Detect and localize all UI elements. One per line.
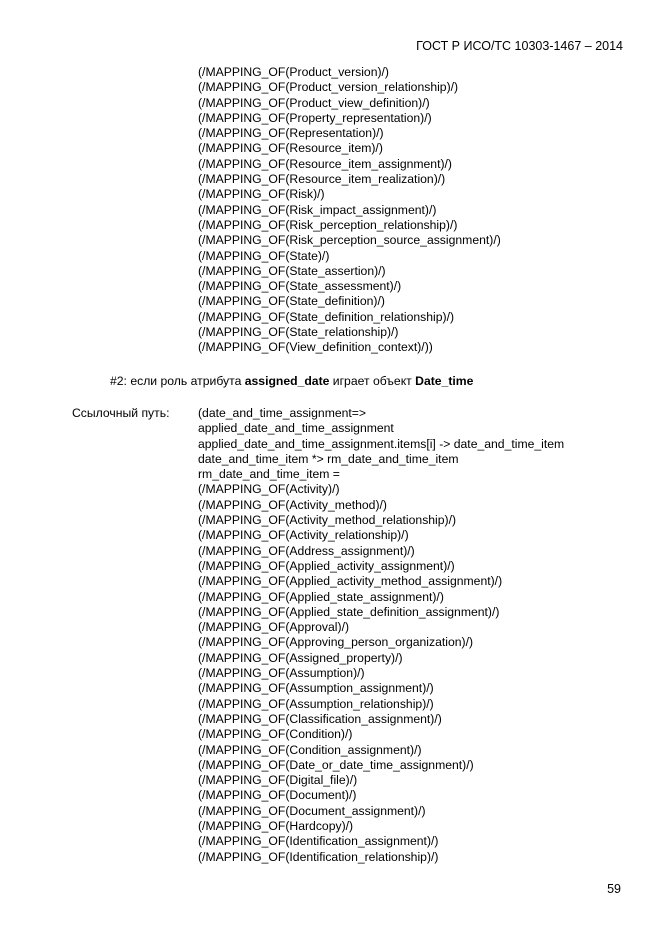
mapping-line: (/MAPPING_OF(Product_view_definition)/): [198, 95, 430, 110]
reference-line: (/MAPPING_OF(Applied_activity_assignment)/): [198, 558, 455, 573]
mapping-line: (/MAPPING_OF(Property_representation)/): [198, 110, 432, 125]
case-2-middle: играет объект: [329, 374, 416, 388]
reference-line: date_and_time_item *> rm_date_and_time_item: [198, 451, 459, 466]
reference-line: (/MAPPING_OF(Approval)/): [198, 620, 350, 635]
reference-line: (/MAPPING_OF(Activity)/): [198, 482, 340, 497]
mapping-line: (/MAPPING_OF(State_definition_relationship)/): [198, 309, 455, 324]
mapping-line: (/MAPPING_OF(State_relationship)/): [198, 325, 399, 340]
reference-line: (/MAPPING_OF(Document_assignment)/): [198, 803, 426, 818]
reference-line: rm_date_and_time_item =: [198, 467, 340, 482]
mapping-list-continued: [198, 65, 638, 356]
mapping-line: (/MAPPING_OF(Resource_item_assignment)/): [198, 156, 452, 171]
reference-line: (/MAPPING_OF(Applied_state_assignment)/): [198, 589, 444, 604]
reference-line: (/MAPPING_OF(Condition)/): [198, 727, 353, 742]
mapping-line: (/MAPPING_OF(Resource_item_realization)/): [198, 172, 446, 187]
reference-line: (/MAPPING_OF(Approving_person_organization)/): [198, 635, 474, 650]
mapping-line: (/MAPPING_OF(Risk_perception_relationship)/): [198, 217, 458, 232]
mapping-line: (/MAPPING_OF(State_assessment)/): [198, 279, 402, 294]
reference-line: (/MAPPING_OF(Activity_method_relationship)/): [198, 513, 457, 528]
mapping-line: (/MAPPING_OF(View_definition_context)/)): [198, 340, 433, 355]
mapping-line: (/MAPPING_OF(Product_version_relationship)/): [198, 80, 459, 95]
reference-line: (/MAPPING_OF(Condition_assignment)/): [198, 742, 422, 757]
case-2-heading: [110, 373, 473, 389]
reference-line: (/MAPPING_OF(Identification_relationship)/): [198, 849, 439, 864]
mapping-line: (/MAPPING_OF(Product_version)/): [198, 65, 389, 79]
reference-line: (/MAPPING_OF(Hardcopy)/): [198, 819, 354, 834]
mapping-line: (/MAPPING_OF(Risk_impact_assignment)/): [198, 202, 437, 217]
mapping-line: (/MAPPING_OF(State)/): [198, 248, 330, 263]
reference-line: (/MAPPING_OF(Activity_method)/): [198, 497, 387, 512]
reference-line: (/MAPPING_OF(Identification_assignment)/): [198, 834, 439, 849]
reference-line: applied_date_and_time_assignment: [198, 421, 394, 436]
reference-line: (/MAPPING_OF(Assumption_assignment)/): [198, 681, 434, 696]
reference-line: (/MAPPING_OF(Assigned_property)/): [198, 650, 403, 665]
reference-line: applied_date_and_time_assignment.items[i] -> date_and_time_item: [198, 436, 565, 451]
mapping-line: (/MAPPING_OF(Resource_item)/): [198, 141, 383, 156]
case-2-prefix: #2: если роль атрибута: [110, 374, 245, 388]
case-2-object: Date_time: [415, 374, 474, 388]
reference-line: (/MAPPING_OF(Document)/): [198, 788, 357, 803]
reference-line: (/MAPPING_OF(Assumption_relationship)/): [198, 696, 434, 711]
mapping-line: (/MAPPING_OF(Risk_perception_source_assignment)/): [198, 233, 501, 248]
reference-path-label: Ссылочный путь:: [72, 406, 170, 420]
reference-line: (/MAPPING_OF(Assumption)/): [198, 666, 365, 681]
mapping-line: (/MAPPING_OF(Representation)/): [198, 126, 384, 141]
case-2-attribute: assigned_date: [244, 374, 330, 388]
reference-line: (/MAPPING_OF(Digital_file)/): [198, 773, 358, 788]
reference-path-body: [198, 406, 638, 865]
mapping-line: (/MAPPING_OF(Risk)/): [198, 187, 325, 202]
reference-line: (/MAPPING_OF(Classification_assignment)/): [198, 711, 442, 726]
reference-line: (/MAPPING_OF(Address_assignment)/): [198, 543, 415, 558]
reference-line: (/MAPPING_OF(Applied_state_definition_assignment)/): [198, 604, 500, 619]
document-header: ГОСТ Р ИСО/ТС 10303-1467 – 2014: [416, 39, 623, 53]
mapping-line: (/MAPPING_OF(State_assertion)/): [198, 263, 386, 278]
reference-line: (/MAPPING_OF(Activity_relationship)/): [198, 528, 409, 543]
reference-line: (date_and_time_assignment=>: [198, 406, 367, 420]
mapping-line: (/MAPPING_OF(State_definition)/): [198, 294, 385, 309]
page-number: 59: [607, 882, 621, 896]
reference-line: (/MAPPING_OF(Applied_activity_method_assignment)/): [198, 574, 503, 589]
reference-line: (/MAPPING_OF(Date_or_date_time_assignment)/): [198, 757, 474, 772]
